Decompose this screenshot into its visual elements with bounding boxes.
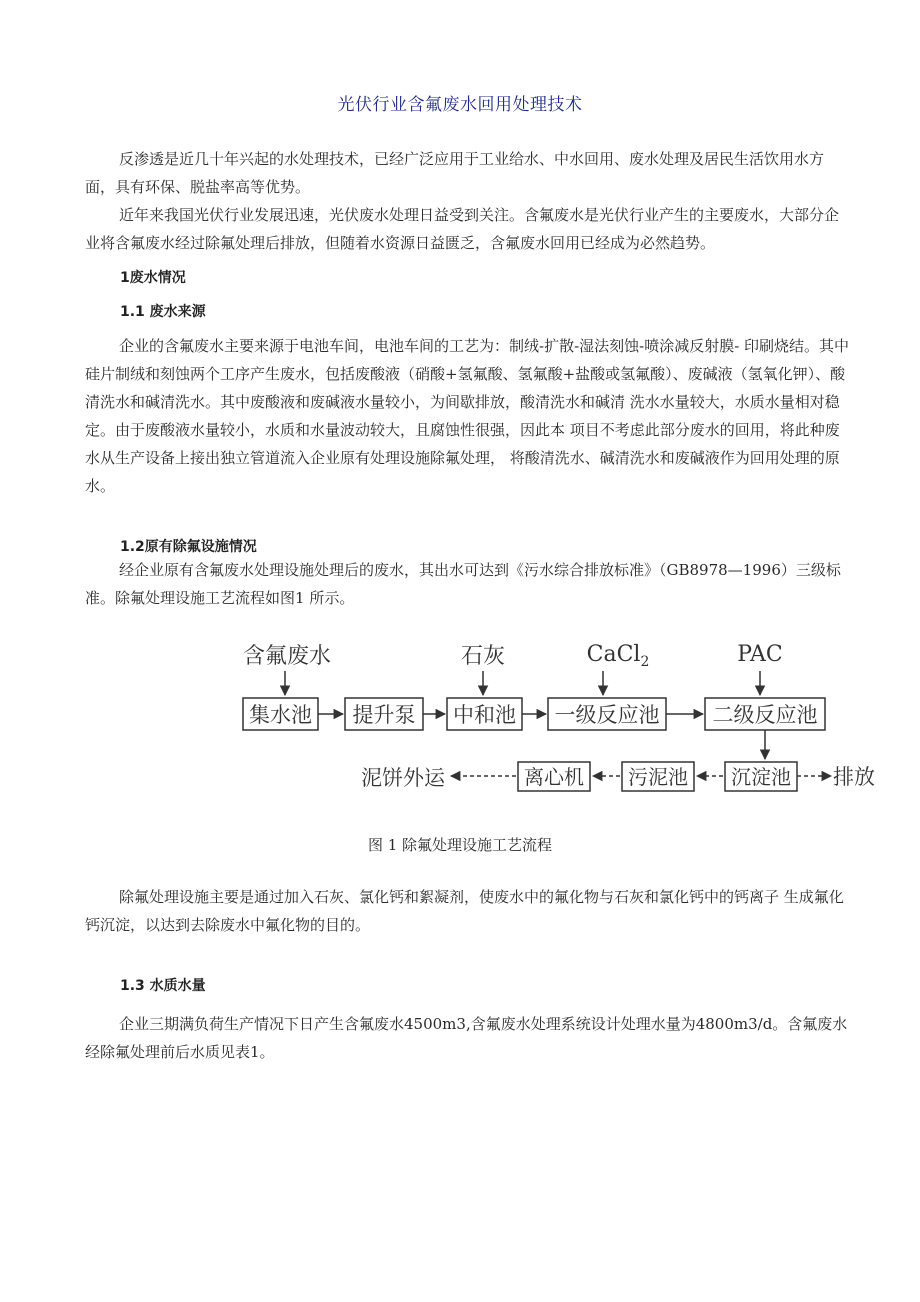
input-wastewater: 含氟废水 bbox=[242, 644, 332, 669]
section-1-2-heading: 1.2原有除氟设施情况 bbox=[120, 539, 257, 555]
section-1-3-paragraph: 企业三期满负荷生产情况下日产生含氟废水4500m3,含氟废水处理系统设计处理水量为4800m3/d。含氟废水经除氟处理前后水质见表1。 bbox=[85, 1015, 848, 1061]
section-1-2-paragraph-2: 除氟处理设施主要是通过加入石灰、氯化钙和絮凝剂，使废水中的氟化物与石灰和氯化钙中的钙离子 生成氟化钙沉淀，以达到去除废水中氟化物的目的。 bbox=[85, 888, 844, 934]
section-1-heading: 1废水情况 bbox=[120, 270, 186, 286]
section-1-1-paragraph: 企业的含氟废水主要来源于电池车间，电池车间的工艺为：制绒-扩散-湿法刻蚀-喷涂减反射膜- 印刷烧结。其中硅片制绒和刻蚀两个工序产生废水，包括废酸液（硝酸+氢氟酸、氢氟酸+盐酸或氢氟酸）、废碱液（氢氧化钾）、酸清洗水和碱清洗水。其中废酸液和废碱液水量较小，为间歇排放，酸清洗水和碱清 洗水水量较大，水质水量相对稳定。由于废酸液水量较小，水质和水量波动较大，且腐蚀性很强，因此本 项目不考虑此部分废水的回用，将此种废水从生产设备上接出独立管道流入企业原有处理设施除氟处理， 将酸清洗水、碱清洗水和废碱液作为回用处理的原水。 bbox=[85, 337, 850, 495]
label-secondary-reaction-tank: 二级反应池 bbox=[712, 703, 818, 727]
label-sedimentation-tank: 沉淀池 bbox=[731, 765, 791, 789]
label-primary-reaction-tank: 一级反应池 bbox=[554, 703, 660, 727]
label-sludge-tank: 污泥池 bbox=[628, 765, 688, 789]
section-1-1-heading: 1.1 废水来源 bbox=[120, 304, 206, 320]
input-pac: PAC bbox=[737, 642, 783, 667]
label-lift-pump: 提升泵 bbox=[352, 703, 416, 727]
section-1-2-paragraph: 经企业原有含氟废水处理设施处理后的废水，其出水可达到《污水综合排放标准》（GB8978—1996）三级标准。除氟处理设施工艺流程如图1 所示。 bbox=[85, 561, 841, 607]
figure-caption: 图 1 除氟处理设施工艺流程 bbox=[367, 836, 553, 854]
input-cacl2 bbox=[587, 642, 650, 670]
label-sludge-cake-transport: 泥饼外运 bbox=[361, 766, 445, 790]
section-1-3-heading: 1.3 水质水量 bbox=[120, 978, 206, 994]
document-title: 光伏行业含氟废水回用处理技术 bbox=[337, 95, 583, 115]
label-neutralization-tank: 中和池 bbox=[453, 703, 516, 727]
input-cacl2-subscript: 2 bbox=[640, 654, 650, 670]
label-collection-tank: 集水池 bbox=[249, 703, 312, 727]
intro-paragraph-2: 近年来我国光伏行业发展迅速，光伏废水处理日益受到关注。含氟废水是光伏行业产生的主要废水，大部分企业将含氟废水经过除氟处理后排放，但随着水资源日益匮乏，含氟废水回用已经成为必然趋势。 bbox=[85, 206, 840, 252]
process-flowchart bbox=[235, 635, 885, 800]
label-centrifuge: 离心机 bbox=[524, 765, 584, 789]
input-lime: 石灰 bbox=[460, 644, 506, 669]
intro-paragraph-1: 反渗透是近几十年兴起的水处理技术，已经广泛应用于工业给水、中水回用、废水处理及居民生活饮用水方面，具有环保、脱盐率高等优势。 bbox=[85, 150, 825, 196]
label-discharge: 排放 bbox=[833, 765, 875, 789]
input-cacl2-base: CaCl bbox=[586, 642, 641, 667]
